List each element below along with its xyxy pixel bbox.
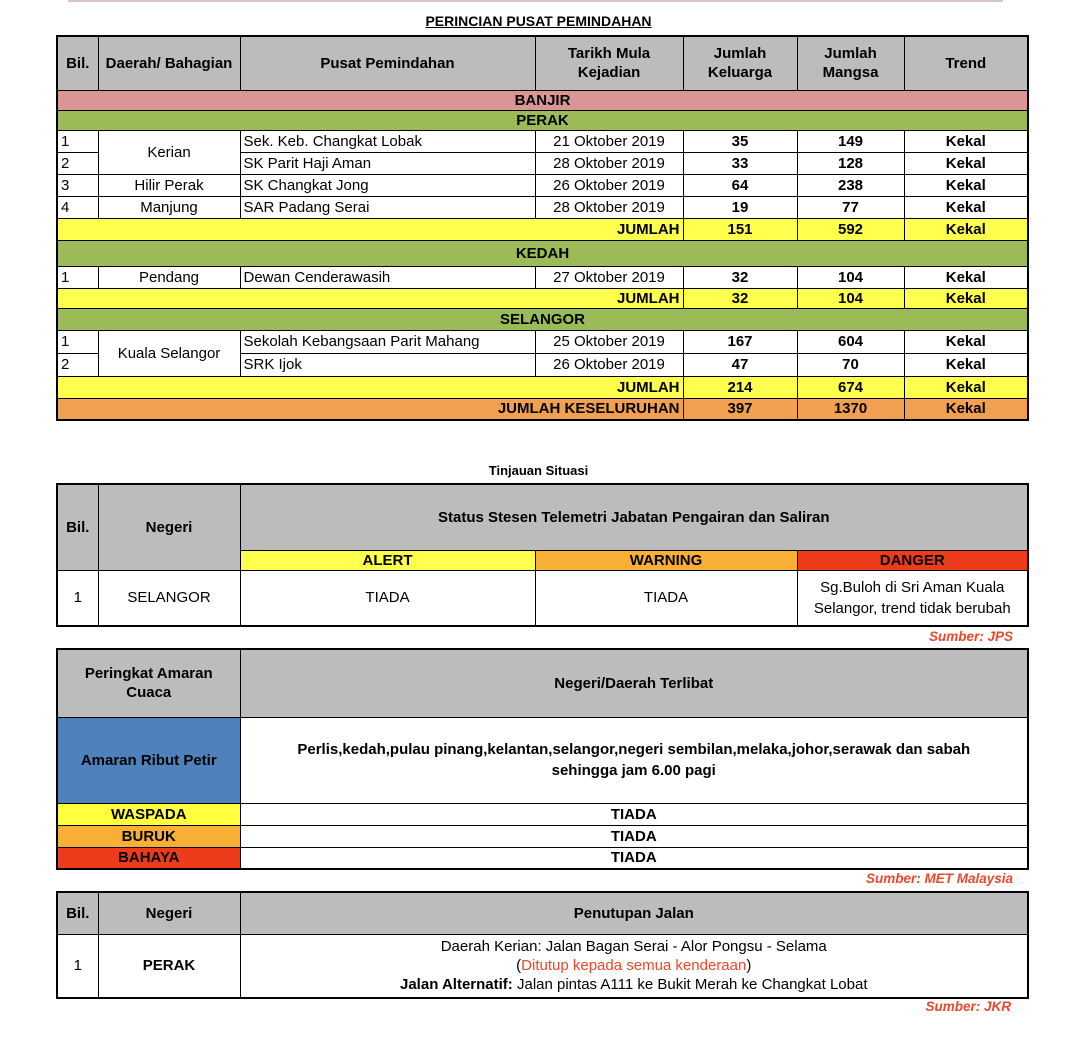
- table-row: [57, 803, 1028, 825]
- table-row: [57, 174, 1028, 196]
- category-banjir: BANJIR: [57, 90, 1028, 110]
- source-jps: Sumber: JPS: [928, 629, 1013, 644]
- cell-mangsa: 149: [797, 130, 904, 152]
- level-alert: ALERT: [240, 550, 535, 570]
- col-tarikh: Tarikh Mula Kejadian: [535, 36, 683, 90]
- cell-trend: Kekal: [904, 196, 1028, 218]
- cell-pusat: Sek. Keb. Changkat Lobak: [240, 130, 535, 152]
- level-danger: DANGER: [797, 550, 1028, 570]
- subtotal-label: JUMLAH: [57, 288, 683, 308]
- col-negeri: Negeri: [98, 892, 240, 934]
- col-pusat: Pusat Pemindahan: [240, 36, 535, 90]
- cell-bil: 1: [57, 266, 98, 288]
- evacuation-centres-table: [56, 35, 1029, 421]
- grand-total-trend: Kekal: [904, 398, 1028, 420]
- level-bahaya-value: TIADA: [240, 847, 1028, 869]
- cell-mangsa: 77: [797, 196, 904, 218]
- col-mangsa: Jumlah Mangsa: [797, 36, 904, 90]
- cell-bil: 1: [57, 330, 98, 353]
- level-bahaya: BAHAYA: [57, 847, 240, 869]
- table-row: [57, 570, 1028, 626]
- subtotal-keluarga: 214: [683, 376, 797, 398]
- cell-warning: TIADA: [535, 570, 797, 626]
- cell-daerah: Kuala Selangor: [98, 330, 240, 376]
- alternative-route-text: Jalan pintas A111 ke Bukit Merah ke Changkat Lobat: [512, 976, 868, 994]
- subtotal-row-kedah: [57, 288, 1028, 308]
- col-bil: Bil.: [57, 36, 98, 90]
- cell-pusat: SAR Padang Serai: [240, 196, 535, 218]
- table-row: [57, 130, 1028, 152]
- col-trend: Trend: [904, 36, 1028, 90]
- subtotal-trend: Kekal: [904, 288, 1028, 308]
- cell-pusat: SK Changkat Jong: [240, 174, 535, 196]
- subtotal-trend: Kekal: [904, 218, 1028, 240]
- cell-pusat: Sekolah Kebangsaan Parit Mahang: [240, 330, 535, 353]
- cell-tarikh: 28 Oktober 2019: [535, 152, 683, 174]
- cell-pusat: SRK Ijok: [240, 353, 535, 376]
- subtotal-mangsa: 592: [797, 218, 904, 240]
- cell-trend: Kekal: [904, 174, 1028, 196]
- table-row: [57, 825, 1028, 847]
- cell-tarikh: 26 Oktober 2019: [535, 174, 683, 196]
- cell-bil: 2: [57, 353, 98, 376]
- cell-bil: 1: [57, 570, 98, 626]
- cell-keluarga: 19: [683, 196, 797, 218]
- level-buruk: BURUK: [57, 825, 240, 847]
- table-row: [57, 266, 1028, 288]
- source-jkr: Sumber: JKR: [925, 999, 1011, 1014]
- section-subtitle: Tinjauan Situasi: [488, 463, 589, 478]
- level-buruk-value: TIADA: [240, 825, 1028, 847]
- cell-tarikh: 27 Oktober 2019: [535, 266, 683, 288]
- cell-tarikh: 26 Oktober 2019: [535, 353, 683, 376]
- cell-keluarga: 35: [683, 130, 797, 152]
- col-area: Negeri/Daerah Terlibat: [240, 649, 1028, 717]
- cell-keluarga: 167: [683, 330, 797, 353]
- road-closure-table: [56, 891, 1029, 999]
- subtotal-label: JUMLAH: [57, 218, 683, 240]
- cell-mangsa: 70: [797, 353, 904, 376]
- cell-bil: 2: [57, 152, 98, 174]
- cell-mangsa: 104: [797, 266, 904, 288]
- closure-status-text: Ditutup kepada semua kenderaan: [521, 957, 747, 975]
- col-daerah: Daerah/ Bahagian: [98, 36, 240, 90]
- page-title: PERINCIAN PUSAT PEMINDAHAN: [425, 13, 652, 29]
- col-jalan: Penutupan Jalan: [240, 892, 1028, 934]
- storm-warning-areas: Perlis,kedah,pulau pinang,kelantan,selangor,negeri sembilan,melaka,johor,serawak dan sabah sehingga jam 6.00 pagi: [240, 717, 1028, 803]
- top-divider-line: [68, 0, 1003, 2]
- subtotal-mangsa: 104: [797, 288, 904, 308]
- alternative-route: [244, 975, 1025, 994]
- col-keluarga: Jumlah Keluarga: [683, 36, 797, 90]
- storm-warning-label: Amaran Ribut Petir: [57, 717, 240, 803]
- col-level: Peringkat Amaran Cuaca: [57, 649, 240, 717]
- paren-close: ): [746, 957, 752, 975]
- cell-trend: Kekal: [904, 152, 1028, 174]
- cell-tarikh: 25 Oktober 2019: [535, 330, 683, 353]
- col-negeri: Negeri: [98, 484, 240, 570]
- table-header-row: [57, 36, 1028, 90]
- table-row: [57, 934, 1028, 998]
- subtotal-label: JUMLAH: [57, 376, 683, 398]
- cell-trend: Kekal: [904, 330, 1028, 353]
- grand-total-row: [57, 398, 1028, 420]
- cell-keluarga: 32: [683, 266, 797, 288]
- paren-open: (: [516, 957, 522, 975]
- grand-total-mangsa: 1370: [797, 398, 904, 420]
- cell-daerah: Kerian: [98, 130, 240, 174]
- level-waspada-value: TIADA: [240, 803, 1028, 825]
- state-selangor: SELANGOR: [57, 308, 1028, 330]
- cell-keluarga: 64: [683, 174, 797, 196]
- cell-daerah: Pendang: [98, 266, 240, 288]
- cell-keluarga: 33: [683, 152, 797, 174]
- state-perak: PERAK: [57, 110, 1028, 130]
- level-waspada: WASPADA: [57, 803, 240, 825]
- grand-total-keluarga: 397: [683, 398, 797, 420]
- cell-negeri: PERAK: [98, 934, 240, 998]
- alternative-route-label: Jalan Alternatif:: [400, 976, 513, 994]
- subtotal-row-perak: [57, 218, 1028, 240]
- cell-tarikh: 28 Oktober 2019: [535, 196, 683, 218]
- cell-trend: Kekal: [904, 130, 1028, 152]
- table-row: [57, 717, 1028, 803]
- cell-mangsa: 604: [797, 330, 904, 353]
- telemetry-status-table: [56, 483, 1029, 627]
- grand-total-label: JUMLAH KESELURUHAN: [57, 398, 683, 420]
- col-status: Status Stesen Telemetri Jabatan Pengairan dan Saliran: [240, 484, 1028, 550]
- cell-bil: 1: [57, 934, 98, 998]
- cell-mangsa: 238: [797, 174, 904, 196]
- cell-trend: Kekal: [904, 353, 1028, 376]
- subtotal-keluarga: 151: [683, 218, 797, 240]
- cell-daerah: Hilir Perak: [98, 174, 240, 196]
- cell-alert: TIADA: [240, 570, 535, 626]
- cell-mangsa: 128: [797, 152, 904, 174]
- source-met: Sumber: MET Malaysia: [865, 871, 1013, 886]
- cell-daerah: Manjung: [98, 196, 240, 218]
- cell-trend: Kekal: [904, 266, 1028, 288]
- cell-pusat: SK Parit Haji Aman: [240, 152, 535, 174]
- table-row: [57, 847, 1028, 869]
- cell-tarikh: 21 Oktober 2019: [535, 130, 683, 152]
- weather-warning-table: [56, 648, 1029, 870]
- table-row: [57, 330, 1028, 353]
- road-closure-line1: Daerah Kerian: Jalan Bagan Serai - Alor Pongsu - Selama: [440, 938, 827, 956]
- state-kedah: KEDAH: [57, 240, 1028, 266]
- col-bil: Bil.: [57, 892, 98, 934]
- subtotal-keluarga: 32: [683, 288, 797, 308]
- subtotal-row-selangor: [57, 376, 1028, 398]
- cell-negeri: SELANGOR: [98, 570, 240, 626]
- subtotal-trend: Kekal: [904, 376, 1028, 398]
- cell-keluarga: 47: [683, 353, 797, 376]
- cell-pusat: Dewan Cenderawasih: [240, 266, 535, 288]
- col-bil: Bil.: [57, 484, 98, 570]
- cell-road-closure: [240, 934, 1028, 998]
- road-closure-status: [244, 956, 1025, 975]
- cell-bil: 3: [57, 174, 98, 196]
- cell-bil: 4: [57, 196, 98, 218]
- table-row: [57, 196, 1028, 218]
- subtotal-mangsa: 674: [797, 376, 904, 398]
- cell-bil: 1: [57, 130, 98, 152]
- level-warning: WARNING: [535, 550, 797, 570]
- cell-danger: Sg.Buloh di Sri Aman Kuala Selangor, trend tidak berubah: [797, 570, 1028, 626]
